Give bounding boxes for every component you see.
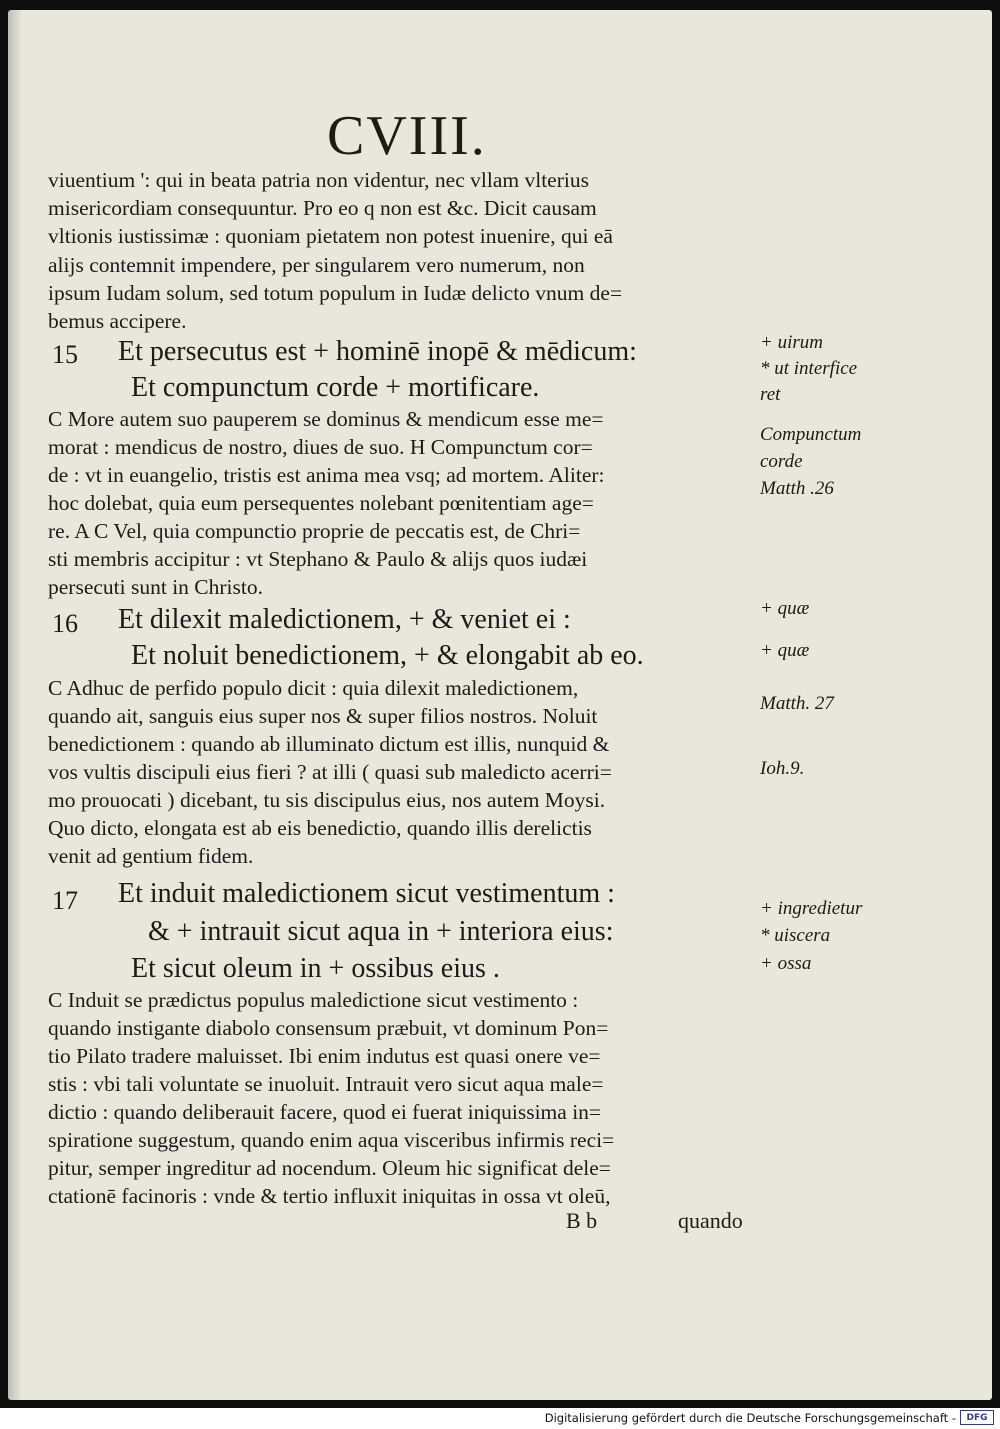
marginal-note: + uirum (760, 332, 823, 353)
verse-number: 15 (52, 340, 78, 369)
verse-number: 17 (52, 886, 78, 915)
folio-number: CVIII. (327, 105, 487, 167)
commentary-line: C Induit se prædictus populus maledictione sicut vestimento : (48, 988, 579, 1012)
marginal-note: + quæ (760, 598, 810, 619)
verse-line: Et compunctum corde + mortificare. (131, 372, 540, 403)
commentary-line: vltionis iustissimæ : quoniam pietatem non potest inuenire, qui eā (48, 224, 613, 248)
commentary-line: benedictionem : quando ab illuminato dictum est illis, nunquid & (48, 732, 610, 756)
commentary-line: morat : mendicus de nostro, diues de suo. H Compunctum cor= (48, 435, 593, 459)
commentary-line: C Adhuc de perfido populo dicit : quia dilexit maledictionem, (48, 676, 579, 700)
commentary-line: hoc dolebat, quia eum persequentes nolebant pœnitentiam age= (48, 491, 594, 515)
commentary-line: mo prouocati ) dicebant, tu sis discipulus eius, nos autem Moysi. (48, 788, 606, 812)
marginal-note: Ioh.9. (760, 758, 805, 779)
funding-credit: Digitalisierung gefördert durch die Deutsche Forschungsgemeinschaft - (544, 1411, 956, 1425)
verse-line: Et dilexit maledictionem, + & veniet ei : (118, 604, 571, 635)
marginal-note: ret (760, 384, 781, 405)
commentary-line: alijs contemnit impendere, per singularem vero numerum, non (48, 253, 585, 277)
marginal-note: + ingredietur (760, 898, 863, 919)
marginal-note: Matth. 27 (760, 693, 834, 714)
verse-line: Et sicut oleum in + ossibus eius . (131, 953, 500, 984)
commentary-line: vos vultis discipuli eius fieri ? at illi ( quasi sub maledicto acerri= (48, 760, 612, 784)
commentary-line: C More autem suo pauperem se dominus & mendicum esse me= (48, 407, 604, 431)
verse-line: & + intrauit sicut aqua in + interiora eius: (148, 916, 614, 947)
commentary-line: sti membris accipitur : vt Stephano & Paulo & alijs quos iudæi (48, 547, 588, 571)
commentary-line: ipsum Iudam solum, sed totum populum in Iudæ delicto vnum de= (48, 281, 623, 305)
commentary-line: re. A C Vel, quia compunctio proprie de peccatis est, de Chri= (48, 519, 581, 543)
commentary-line: tio Pilato tradere maluisset. Ibi enim indutus est quasi onere ve= (48, 1044, 601, 1068)
verse-line: Et noluit benedictionem, + & elongabit ab eo. (131, 640, 644, 671)
commentary-line: quando instigante diabolo consensum præbuit, vt dominum Pon= (48, 1016, 609, 1040)
marginal-note: + ossa (760, 953, 812, 974)
marginal-note: Matth .26 (760, 478, 834, 499)
commentary-line: venit ad gentium fidem. (48, 844, 254, 868)
commentary-line: dictio : quando deliberauit facere, quod ei fuerat iniquissima in= (48, 1100, 602, 1124)
commentary-line: quando ait, sanguis eius super nos & super filios nostros. Noluit (48, 704, 598, 728)
commentary-line: bemus accipere. (48, 309, 187, 333)
commentary-line: viuentium ': qui in beata patria non videntur, nec vllam vlterius (48, 168, 589, 192)
commentary-line: stis : vbi tali voluntate se inuoluit. Intrauit vero sicut aqua male= (48, 1072, 604, 1096)
commentary-line: ctationē facinoris : vnde & tertio influxit iniquitas in ossa vt oleū, (48, 1184, 611, 1208)
marginal-note: + quæ (760, 640, 810, 661)
catchword: quando (678, 1208, 743, 1233)
commentary-line: Quo dicto, elongata est ab eis benedictio, quando illis derelictis (48, 816, 592, 840)
commentary-line: de : vt in euangelio, tristis est anima mea vsq; ad mortem. Aliter: (48, 463, 605, 487)
commentary-line: misericordiam consequuntur. Pro eo q non est &c. Dicit causam (48, 196, 597, 220)
footer-bar (0, 1408, 1000, 1429)
marginal-note: corde (760, 451, 803, 472)
commentary-line: pitur, semper ingreditur ad nocendum. Oleum hic significat dele= (48, 1156, 611, 1180)
verse-number: 16 (52, 609, 78, 638)
commentary-line: persecuti sunt in Christo. (48, 575, 263, 599)
marginal-note: * ut interfice (760, 358, 858, 379)
verse-line: Et persecutus est + hominē inopē & mēdicum: (118, 336, 637, 367)
book-page (8, 10, 992, 1400)
verse-line: Et induit maledictionem sicut vestimentum : (118, 878, 615, 909)
signature-mark: B b (566, 1208, 598, 1233)
marginal-note: * uiscera (760, 925, 831, 946)
marginal-note: Compunctum (760, 424, 862, 445)
commentary-line: spiratione suggestum, quando enim aqua visceribus infirmis reci= (48, 1128, 615, 1152)
dfg-logo: DFG (960, 1410, 994, 1425)
